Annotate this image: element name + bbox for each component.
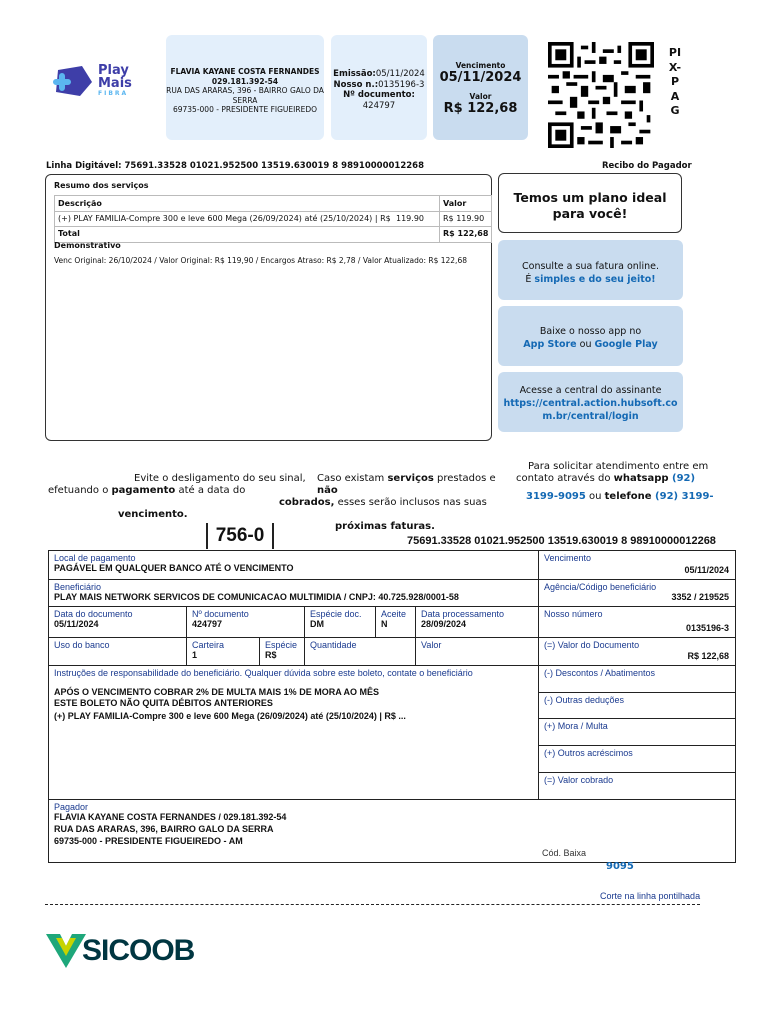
note2-d: não <box>317 485 338 496</box>
deducoes-cell <box>539 693 735 719</box>
note2-f: esses serão inclusos nas suas <box>334 497 487 508</box>
resumo-panel <box>45 174 492 441</box>
note3-h[interactable]: (92) 3199- <box>651 491 714 502</box>
pagador-line2: RUA DAS ARARAS, 396, BAIRRO GALO DA SERRA <box>54 824 274 834</box>
emissao-date: 05/11/2024 <box>375 69 425 79</box>
note2-e: cobrados, <box>279 497 335 508</box>
demo-text: Venc Original: 26/10/2024 / Valor Original: R$ 119,90 / Encargos Atraso: R$ 2,78 / Valor Atualizado: R$ 122,68 <box>54 256 467 265</box>
col-valor: Valor <box>443 199 467 208</box>
numdoc-label: Nº documento: <box>343 90 415 100</box>
venc-value: 05/11/2024 <box>684 565 729 575</box>
pix-pag-label: PIX-PAG <box>668 46 682 117</box>
num-doc-label: Nº documento <box>192 609 249 619</box>
numdoc-value: 424797 <box>362 100 396 111</box>
fatura-line1: Consulte a sua fatura online. <box>522 261 659 272</box>
sicoob-name: SICOOB <box>82 934 195 967</box>
local-value: PAGÁVEL EM QUALQUER BANCO ATÉ O VENCIMENTO <box>54 563 294 573</box>
carteira-label: Carteira <box>192 640 225 650</box>
note3-d[interactable]: (92) <box>668 473 696 484</box>
especie-doc-value: DM <box>310 619 324 629</box>
nosso-number: 0135196-3 <box>378 79 425 90</box>
note3-b: contato através do <box>516 473 614 484</box>
agencia-label: Agência/Código beneficiário <box>544 582 657 592</box>
instr-3: (+) PLAY FAMILIA-Compre 300 e leve 600 Mega (26/09/2024) até (25/10/2024) | R$ ... <box>54 711 406 721</box>
agencia-value: 3352 / 219525 <box>671 592 729 602</box>
sicoob-mark-icon <box>46 934 86 968</box>
mora-cell <box>539 719 735 746</box>
descontos-label: (-) Descontos / Abatimentos <box>544 668 656 678</box>
cobrado-label: (=) Valor cobrado <box>544 775 614 785</box>
amount-value: R$ 122,68 <box>443 101 518 116</box>
nosso-value-b: 0135196-3 <box>685 623 729 633</box>
instrucoes-cell <box>49 666 539 800</box>
linha-value: 75691.33528 01021.952500 13519.630019 8 98910000012268 <box>124 161 424 171</box>
deducoes-label: (-) Outras deduções <box>544 695 625 705</box>
pagador-label: Pagador <box>54 802 89 812</box>
customer-address-1: RUA DAS ARARAS, 396 - BAIRRO GALO DA <box>166 86 324 95</box>
total-label: Total <box>58 229 80 238</box>
sicoob-logo <box>46 934 196 970</box>
especie-label: Espécie <box>265 640 298 650</box>
data-proc-label: Data processamento <box>421 609 505 619</box>
valor-doc-value: R$ 122,68 <box>687 651 729 661</box>
pagador-line3: 69735-000 - PRESIDENTE FIGUEIREDO - AM <box>54 836 243 846</box>
amount-label: Valor <box>469 92 492 101</box>
benef-label: Beneficiário <box>54 582 102 592</box>
acrescimos-label: (+) Outros acréscimos <box>544 748 633 758</box>
logo-line2: Mais <box>98 76 132 91</box>
note2-g: próximas faturas. <box>335 521 435 532</box>
emissao-label: Emissão: <box>333 69 376 79</box>
boleto-table <box>48 550 736 863</box>
due-label: Vencimento <box>455 61 506 70</box>
logo-line3: FIBRA <box>98 90 129 97</box>
especie-cell <box>260 638 305 666</box>
nosso-cell <box>539 607 735 638</box>
app-line1: Baixe o nosso app no <box>539 326 642 337</box>
acrescimos-cell <box>539 746 735 773</box>
central-card <box>498 372 683 432</box>
linha-digitavel <box>46 161 424 171</box>
instr-label: Instruções de responsabilidade do beneficiário. Qualquer dúvida sobre este boleto, contate o beneficiário <box>54 668 473 678</box>
descontos-cell <box>539 666 735 693</box>
aceite-value: N <box>381 619 388 629</box>
linha-label: Linha Digitável: <box>46 161 122 171</box>
pix-qr-code-icon <box>548 42 654 148</box>
customer-address-3: 69735-000 - PRESIDENTE FIGUEIREDO <box>172 105 318 114</box>
promo-card <box>498 173 682 233</box>
venc-cell <box>539 551 735 580</box>
benef-value: PLAY MAIS NETWORK SERVICOS DE COMUNICACAO MULTIMIDIA / CNPJ: 40.725.928/0001-58 <box>54 592 459 602</box>
mora-label: (+) Mora / Multa <box>544 721 608 731</box>
due-date: 05/11/2024 <box>439 70 522 85</box>
customer-box <box>166 35 324 140</box>
carteira-cell <box>187 638 260 666</box>
app-or: ou <box>576 339 595 350</box>
qtd-cell <box>305 638 416 666</box>
data-doc-cell <box>49 607 187 638</box>
valor-label: Valor <box>421 640 442 650</box>
boleto-linha: 75691.33528 01021.952500 13519.630019 8 98910000012268 <box>407 535 716 547</box>
agencia-cell <box>539 580 735 607</box>
nosso-label-b: Nosso número <box>544 609 603 619</box>
fatura-link[interactable]: simples e do seu jeito! <box>534 274 656 285</box>
central-url-1[interactable]: https://central.action.hubsoft.co <box>503 398 678 409</box>
carteira-value: 1 <box>192 650 198 660</box>
app-card <box>498 306 683 366</box>
central-line1: Acesse a central do assinante <box>519 385 662 396</box>
num-doc-cell <box>187 607 305 638</box>
aceite-label: Aceite <box>381 609 407 619</box>
playmais-logo <box>52 62 142 102</box>
instr-1: APÓS O VENCIMENTO COBRAR 2% DE MULTA MAIS 1% DE MORA AO MÊS <box>54 687 380 697</box>
note2-c: prestados e <box>433 473 496 484</box>
pagador-cell <box>49 800 735 860</box>
logo-line1: Play <box>98 63 129 78</box>
note-atendimento <box>516 461 726 503</box>
note1-d: até a data do <box>175 485 246 496</box>
data-proc-cell <box>416 607 539 638</box>
promo-text: Temos um plano ideal para você! <box>513 190 667 221</box>
due-box <box>433 35 528 140</box>
row-description: (+) PLAY FAMILIA-Compre 300 e leve 600 Mega (26/09/2024) até (25/10/2024) | R$ <box>58 214 391 223</box>
row-overlap: 119.90 <box>396 214 424 223</box>
cobrado-cell <box>539 773 735 800</box>
central-url-2[interactable]: m.br/central/login <box>542 411 639 422</box>
note2-b: serviços <box>387 473 434 484</box>
note3-c: whatsapp <box>613 473 669 484</box>
uso-cell <box>49 638 187 666</box>
instr-2: ESTE BOLETO NÃO QUITA DÉBITOS ANTERIORES <box>54 698 273 708</box>
venc-label: Vencimento <box>544 553 592 563</box>
note3-e[interactable]: 3199-9095 <box>526 491 586 502</box>
data-doc-label: Data do documento <box>54 609 133 619</box>
fatura-card[interactable] <box>498 240 683 300</box>
aceite-cell <box>376 607 416 638</box>
document-info-box <box>331 35 427 140</box>
customer-name: FLAVIA KAYANE COSTA FERNANDES <box>170 67 320 76</box>
cod-baixa-label: Cód. Baixa <box>542 848 587 858</box>
recibo-label: Recibo do Pagador <box>602 161 692 171</box>
data-doc-value: 05/11/2024 <box>54 619 99 629</box>
local-cell <box>49 551 539 580</box>
total-valor: R$ 122,68 <box>443 229 489 238</box>
nosso-label: Nosso n.: <box>333 79 379 90</box>
resumo-title: Resumo dos serviços <box>54 181 149 190</box>
note3-g: telefone <box>604 491 652 502</box>
note1-a: Evite o desligamento do seu sinal, <box>134 473 306 484</box>
data-proc-value: 28/09/2024 <box>421 619 467 629</box>
customer-address-2: SERRA <box>232 95 258 105</box>
row-valor: R$ 119.90 <box>443 214 485 223</box>
note3-a: Para solicitar atendimento entre em <box>528 461 709 472</box>
note2-a: Caso existam <box>317 473 388 484</box>
app-store-link[interactable]: App Store <box>523 339 577 350</box>
valor-doc-label: (=) Valor do Documento <box>544 640 640 650</box>
demo-title: Demonstrativo <box>54 241 121 250</box>
customer-cpf: 029.181.392-54 <box>211 76 279 86</box>
local-label: Local de pagamento <box>54 553 136 563</box>
google-play-link[interactable]: Google Play <box>594 339 658 350</box>
note1-c: pagamento <box>111 485 176 496</box>
note1-b: efetuando o <box>48 485 112 496</box>
cod-baixa-value: 9095 <box>606 861 634 872</box>
especie-doc-cell <box>305 607 376 638</box>
fatura-line2a: É <box>525 274 535 285</box>
col-descricao: Descrição <box>58 199 102 208</box>
note1-e: vencimento. <box>118 509 188 520</box>
num-doc-value: 424797 <box>192 619 223 629</box>
especie-doc-label: Espécie doc. <box>310 609 362 619</box>
valor-cell <box>416 638 539 666</box>
pagador-line1: FLAVIA KAYANE COSTA FERNANDES / 029.181.392-54 <box>54 812 287 822</box>
corte-label: Corte na linha pontilhada <box>600 891 701 901</box>
note-servicos <box>279 473 509 533</box>
especie-value: R$ <box>265 650 277 660</box>
benef-cell <box>49 580 539 607</box>
bank-code: 756-0 <box>206 523 274 549</box>
qtd-label: Quantidade <box>310 640 357 650</box>
uso-label: Uso do banco <box>54 640 110 650</box>
cut-line <box>45 904 700 905</box>
note-desligamento <box>48 473 308 521</box>
note3-f: ou <box>585 491 605 502</box>
valor-doc-cell <box>539 638 735 666</box>
